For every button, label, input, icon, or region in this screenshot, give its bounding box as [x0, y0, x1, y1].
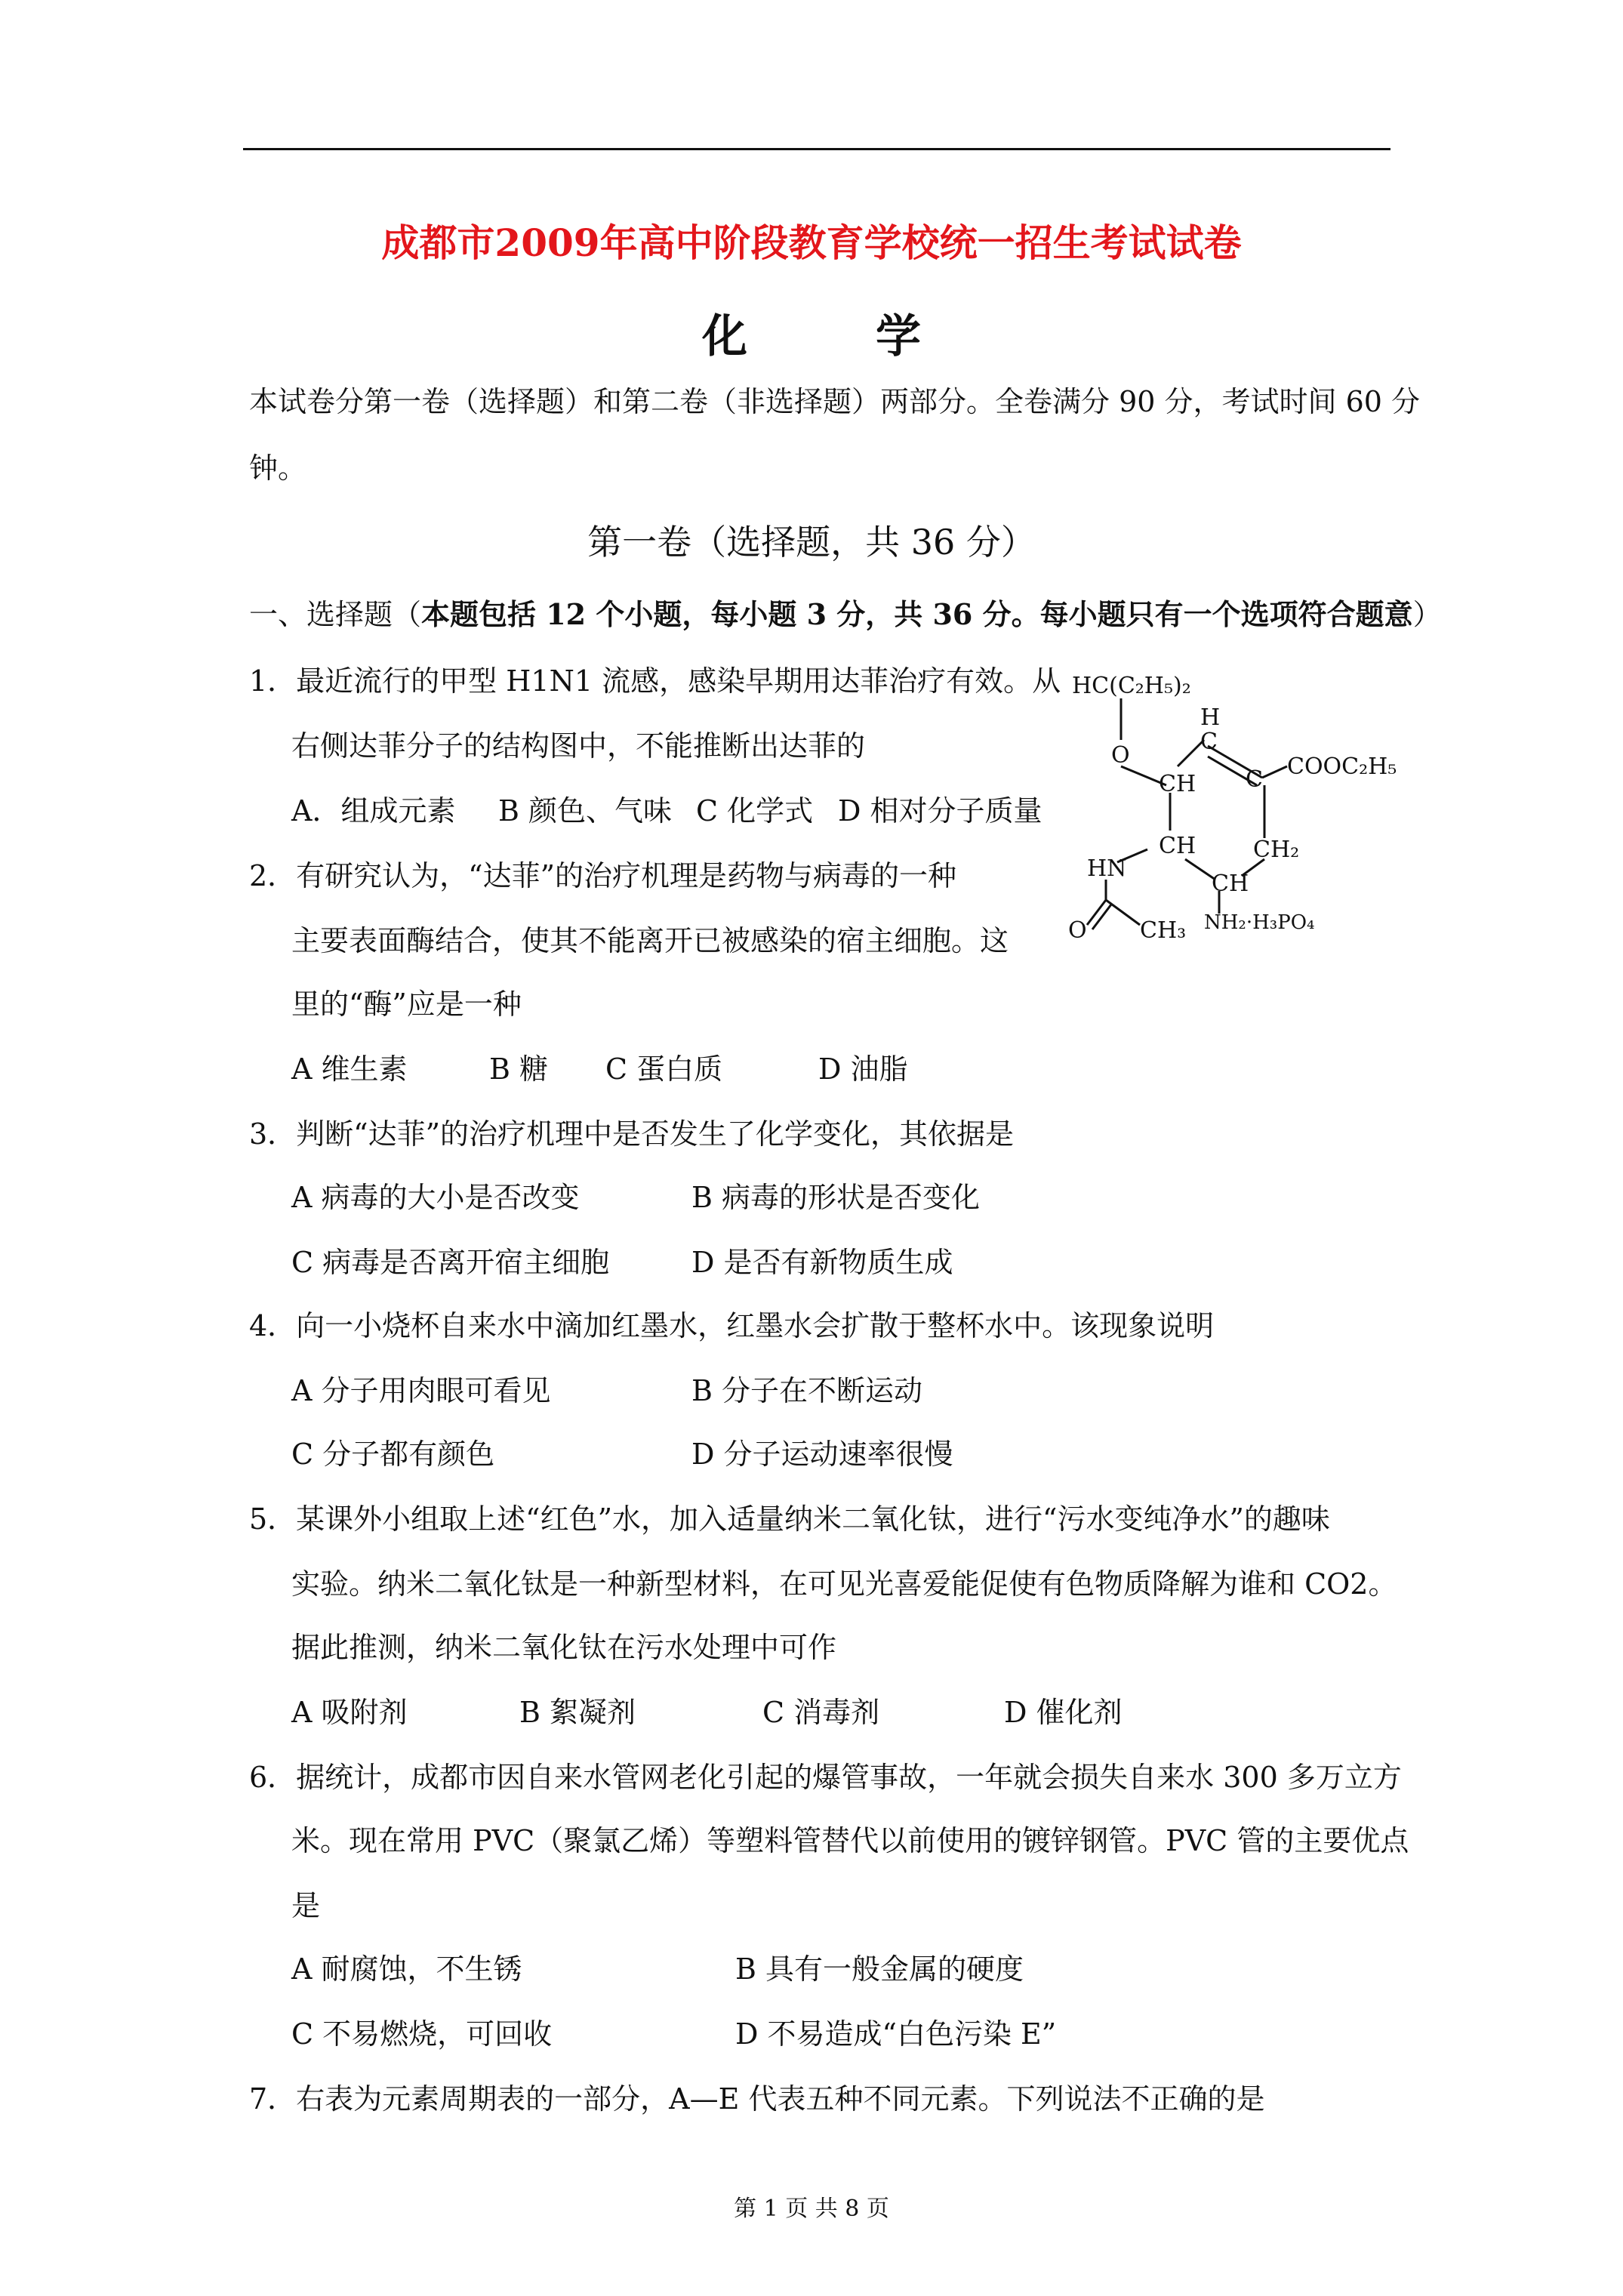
q1-option-d: D 相对分子质量	[838, 794, 1042, 827]
q6-option-a: A 耐腐蚀，不生锈	[291, 1952, 522, 1986]
q6-option-c: C 不易燃烧，可回收	[291, 2017, 553, 2051]
label-nh2-h3po4: NH₂·H₃PO₄	[1204, 911, 1315, 934]
section-instruction	[249, 596, 1442, 633]
q1-option-c: C 化学式	[696, 794, 814, 827]
instruction-bold: 本题包括 12 个小题，每小题 3 分，共 36 分。每小题只有一个选项符合题意	[421, 597, 1413, 631]
header-rule	[243, 148, 1390, 150]
label-cooc2h5: COOC₂H₅	[1287, 754, 1397, 780]
q2-line-1: 2．有研究认为，“达菲”的治疗机理是药物与病毒的一种	[249, 859, 957, 892]
label-o-2: O	[1068, 917, 1087, 944]
bond-ch-ch-lower	[1185, 859, 1215, 880]
part1-heading: 第一卷（选择题，共 36 分）	[587, 522, 1036, 562]
intro-line-2: 钟。	[249, 451, 307, 485]
q4-option-c: C 分子都有颜色	[291, 1438, 495, 1471]
q6-line-1: 6．据统计，成都市因自来水管网老化引起的爆管事故，一年就会损失自来水 300 多万立方	[249, 1761, 1402, 1794]
q5-line-1: 5．某课外小组取上述“红色”水，加入适量纳米二氧化钛，进行“污水变纯净水”的趣味	[249, 1502, 1330, 1536]
label-o: O	[1111, 742, 1130, 769]
tamiflu-structure-diagram	[1064, 664, 1412, 951]
q5-option-b: B 絮凝剂	[519, 1696, 636, 1729]
label-c-2: C	[1246, 766, 1263, 793]
label-ch3: CH₃	[1140, 917, 1187, 944]
q1-line-2: 右侧达菲分子的结构图中，不能推断出达菲的	[291, 729, 866, 763]
subject-title: 化学	[702, 310, 1049, 363]
q2-option-d: D 油脂	[818, 1052, 908, 1086]
q5-line-3: 据此推测，纳米二氧化钛在污水处理中可作	[291, 1631, 837, 1664]
label-c-1: C	[1200, 729, 1218, 755]
q5-option-d: D 催化剂	[1004, 1696, 1123, 1729]
q3-option-a: A 病毒的大小是否改变	[291, 1181, 580, 1214]
q3-option-c: C 病毒是否离开宿主细胞	[291, 1246, 610, 1279]
label-h: H	[1200, 704, 1221, 731]
q3-option-d: D 是否有新物质生成	[691, 1246, 953, 1279]
label-hn: HN	[1087, 855, 1127, 882]
instruction-prefix: 一、选择题（	[249, 598, 422, 631]
page-footer: 第 1 页 共 8 页	[734, 2196, 889, 2222]
label-ch-1: CH	[1159, 771, 1196, 797]
q5-option-a: A 吸附剂	[291, 1696, 408, 1729]
q1-option-b: B 颜色、气味	[498, 794, 673, 827]
q2-option-a: A 维生素	[291, 1052, 408, 1086]
q5-line-2: 实验。纳米二氧化钛是一种新型材料，在可见光喜爱能促使有色物质降解为谁和 CO2。	[291, 1567, 1397, 1601]
q4-option-d: D 分子运动速率很慢	[691, 1438, 953, 1471]
q2-option-b: B 糖	[489, 1052, 549, 1086]
bond-c2-cooc	[1262, 766, 1287, 778]
q7-line-1: 7．右表为元素周期表的一部分，A—E 代表五种不同元素。下列说法不正确的是	[249, 2082, 1265, 2116]
q6-option-d: D 不易造成“白色污染 E”	[735, 2017, 1057, 2051]
label-hc-c2h5: HC(C₂H₅)₂	[1072, 673, 1191, 699]
q3-line-1: 3．判断“达菲”的治疗机理中是否发生了化学变化，其依据是	[249, 1117, 1015, 1151]
q6-option-b: B 具有一般金属的硬度	[735, 1952, 1024, 1986]
q6-line-3: 是	[291, 1889, 321, 1922]
q1-line-1: 1．最近流行的甲型 H1N1 流感，感染早期用达菲治疗有效。从	[249, 664, 1061, 698]
label-ch-2: CH	[1159, 833, 1196, 859]
intro-line-1: 本试卷分第一卷（选择题）和第二卷（非选择题）两部分。全卷满分 90 分，考试时间 60 分	[249, 385, 1421, 418]
q2-option-c: C 蛋白质	[605, 1052, 723, 1086]
q3-option-b: B 病毒的形状是否变化	[691, 1181, 981, 1214]
q1-option-a: A．组成元素	[291, 794, 456, 827]
q4-option-b: B 分子在不断运动	[691, 1374, 923, 1407]
q4-option-a: A 分子用肉眼可看见	[291, 1374, 551, 1407]
label-ch-3: CH	[1212, 871, 1249, 897]
q5-option-c: C 消毒剂	[762, 1696, 880, 1729]
q4-line-1: 4．向一小烧杯自来水中滴加红墨水，红墨水会扩散于整杯水中。该现象说明	[249, 1309, 1215, 1342]
label-ch2: CH₂	[1253, 837, 1300, 863]
instruction-suffix: ）	[1412, 598, 1442, 631]
q2-line-2: 主要表面酶结合，使其不能离开已被感染的宿主细胞。这	[291, 924, 1009, 957]
q6-line-2: 米。现在常用 PVC（聚氯乙烯）等塑料管替代以前使用的镀锌钢管。PVC 管的主要优点	[291, 1824, 1409, 1857]
q2-line-3: 里的“酶”应是一种	[291, 988, 522, 1021]
exam-title: 成都市2009年高中阶段教育学校统一招生考试试卷	[381, 220, 1242, 265]
